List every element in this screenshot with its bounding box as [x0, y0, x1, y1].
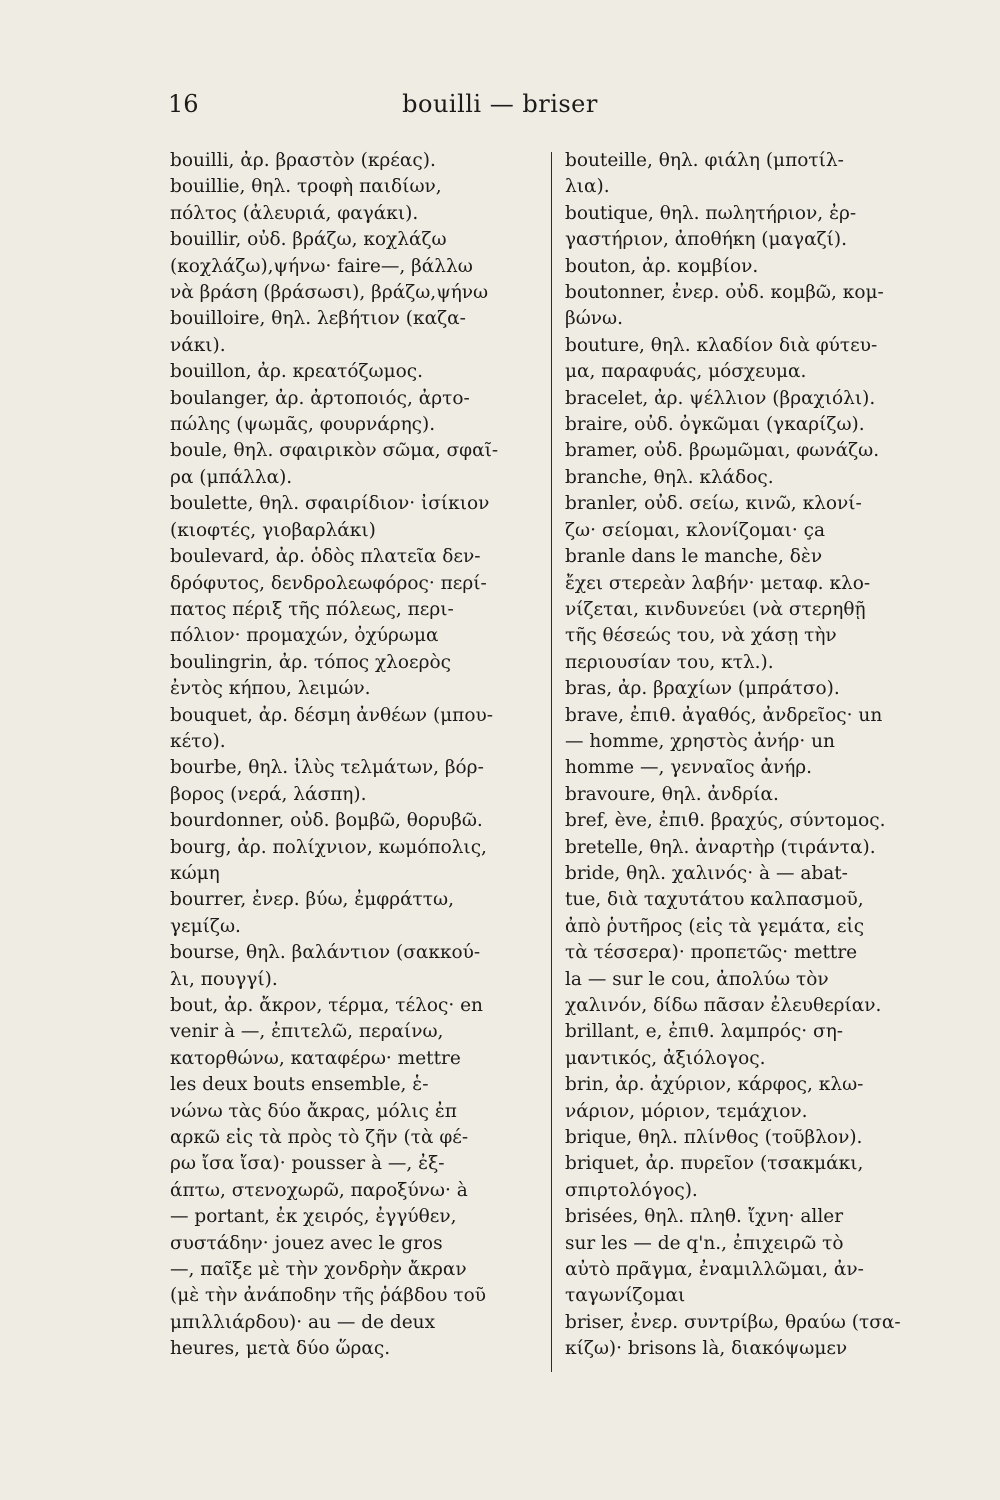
entry-line: boulevard, ἀρ. ὁδὸς πλατεῖα δεν- [170, 546, 481, 568]
entry-line: νίζεται, κινδυνεύει (νὰ στερηθῇ [565, 598, 866, 620]
entry-line: νάριον, μόριον, τεμάχιον. [565, 1100, 808, 1122]
dictionary-entry [565, 703, 941, 782]
entry-line: briquet, ἀρ. πυρεῖον (τσακμάκι, [565, 1153, 864, 1175]
dictionary-entry [170, 386, 546, 439]
entry-line: bras, ἀρ. βραχίων (μπράτσο). [565, 678, 840, 700]
entry-line: venir à —, ἐπιτελῶ, περαίνω, [170, 1021, 444, 1043]
entry-line: bouilli, ἀρ. βραστὸν (κρέας). [170, 150, 436, 171]
entry-line: (κιοφτές, γιοβαρλάκι) [170, 519, 376, 541]
entry-line: — portant, ἐκ χειρός, ἐγγύθεν, [170, 1206, 457, 1228]
entry-line: ἐντὸς κήπου, λειμών. [170, 678, 371, 700]
entry-line: brillant, e, ἐπιθ. λαμπρός· ση- [565, 1021, 844, 1043]
entry-line: bout, ἀρ. ἄκρον, τέρμα, τέλος· en [170, 995, 483, 1016]
entry-line: bourrer, ἐνερ. βύω, ἐμφράττω, [170, 889, 454, 911]
entry-line: γεμίζω. [170, 915, 241, 937]
dictionary-entry [170, 703, 546, 756]
dictionary-entry [170, 359, 546, 385]
dictionary-entry [565, 1072, 941, 1125]
entry-line: boule, θηλ. σφαιρικὸν σῶμα, σφαῖ- [170, 440, 499, 462]
entry-line: branler, οὐδ. σείω, κινῶ, κλονί- [565, 493, 862, 515]
dictionary-entry [170, 544, 546, 650]
entry-line: ἀπὸ ῥυτῆρος (εἰς τὰ γεμάτα, εἰς [565, 915, 865, 937]
entry-line: sur les — de q'n., ἐπιχειρῶ τὸ [565, 1232, 844, 1254]
entry-line: brin, ἀρ. ἀχύριον, κάρφος, κλω- [565, 1074, 864, 1096]
entry-line: κίζω)· brisons là, διακόψωμεν [565, 1338, 848, 1360]
dictionary-entry [170, 887, 546, 940]
dictionary-entry [170, 808, 546, 834]
entry-line: bretelle, θηλ. ἀναρτὴρ (τιράντα). [565, 836, 876, 858]
entry-line: bourg, ἀρ. πολίχνιον, κωμόπολις, [170, 836, 487, 858]
dictionary-entry [565, 835, 941, 861]
entry-line: νώνω τὰς δύο ἄκρας, μόλις ἐπ [170, 1100, 457, 1122]
column-divider [551, 152, 552, 1372]
entry-line: (κοχλάζω),ψήνω· faire—, βάλλω [170, 255, 473, 277]
dictionary-entry [170, 993, 546, 1363]
entry-line: boulanger, ἀρ. ἀρτοποιός, ἀρτο- [170, 387, 470, 409]
dictionary-entry [565, 438, 941, 464]
entry-line: ζω· σείομαι, κλονίζομαι· ça [565, 519, 826, 541]
entry-line: brave, ἐπιθ. ἀγαθός, ἀνδρεῖος· un [565, 704, 883, 726]
entry-line: bouillir, οὐδ. βράζω, κοχλάζω [170, 229, 447, 251]
entry-line: briser, ἐνερ. συντρίβω, θραύω (τσα- [565, 1311, 901, 1333]
entry-line: γαστήριον, ἀποθήκη (μαγαζί). [565, 229, 847, 251]
entry-line: bouton, ἀρ. κομβίον. [565, 255, 759, 277]
entry-line: brisées, θηλ. πληθ. ἴχνη· aller [565, 1206, 844, 1228]
entry-line: ταγωνίζομαι [565, 1285, 686, 1307]
entry-line: boulingrin, ἀρ. τόπος χλοερὸς [170, 651, 451, 673]
entry-line: branche, θηλ. κλάδος. [565, 466, 774, 488]
entry-line: αὐτὸ πρᾶγμα, ἐναμιλλῶμαι, ἀν- [565, 1259, 864, 1281]
entry-line: bouteille, θηλ. φιάλη (μποτίλ- [565, 150, 844, 171]
entry-line: τῆς θέσεώς του, νὰ χάσῃ τὴν [565, 625, 837, 647]
dictionary-entry [170, 835, 546, 888]
dictionary-entry [170, 491, 546, 544]
entry-line: bouillie, θηλ. τροφὴ παιδίων, [170, 176, 442, 198]
dictionary-entry [170, 227, 546, 306]
entry-line: λια). [565, 176, 610, 198]
dictionary-entry [565, 782, 941, 808]
entry-line: χαλινόν, δίδω πᾶσαν ἐλευθερίαν. [565, 995, 882, 1016]
entry-line: heures, μετὰ δύο ὥρας. [170, 1338, 391, 1360]
entry-line: —, παῖξε μὲ τὴν χονδρὴν ἄκραν [170, 1259, 467, 1281]
dictionary-entry [170, 940, 546, 993]
dictionary-entry [565, 1204, 941, 1310]
running-head: bouilli — briser [402, 90, 598, 118]
entry-line: bride, θηλ. χαλινός· à — abat- [565, 862, 848, 884]
dictionary-entry [565, 254, 941, 280]
left-column [170, 148, 546, 1363]
entry-line: bourbe, θηλ. ἰλὺς τελμάτων, βόρ- [170, 757, 484, 779]
entry-line: bouture, θηλ. κλαδίον διὰ φύτευ- [565, 334, 878, 356]
dictionary-entry [565, 491, 941, 676]
entry-line: πώλης (ψωμᾶς, φουρνάρης). [170, 414, 436, 436]
entry-line: ρω ἴσα ἴσα)· pousser à —, ἐξ- [170, 1153, 445, 1175]
dictionary-entry [565, 1125, 941, 1151]
entry-line: homme —, γενναῖος ἀνήρ. [565, 757, 813, 779]
entry-line: νὰ βράση (βράσωσι), βράζω,ψήνω [170, 282, 489, 304]
entry-line: bref, ève, ἐπιθ. βραχύς, σύντομος. [565, 810, 886, 832]
entry-line: bravoure, θηλ. ἀνδρία. [565, 783, 779, 805]
dictionary-entry [170, 755, 546, 808]
entry-line: ἔχει στερεὰν λαβήν· μεταφ. κλο- [565, 572, 871, 594]
entry-line: πόλιον· προμαχών, ὀχύρωμα [170, 625, 439, 647]
entry-line: λι, πουγγί). [170, 968, 278, 990]
entry-line: — homme, χρηστὸς ἀνήρ· un [565, 730, 835, 752]
dictionary-entry [170, 650, 546, 703]
entry-line: (μὲ τὴν ἀνάποδην τῆς ῥάβδου τοῦ [170, 1285, 487, 1307]
dictionary-entry [565, 148, 941, 201]
entry-line: la — sur le cou, ἀπολύω τὸν [565, 968, 829, 990]
dictionary-entry [565, 808, 941, 834]
dictionary-entry [565, 861, 941, 1019]
entry-line: les deux bouts ensemble, ἑ- [170, 1074, 429, 1096]
dictionary-entry [170, 174, 546, 227]
entry-line: τὰ τέσσερα)· προπετῶς· mettre [565, 942, 858, 964]
entry-line: boutique, θηλ. πωλητήριον, ἐρ- [565, 202, 857, 224]
entry-line: μαντικός, ἀξιόλογος. [565, 1047, 766, 1069]
right-column [565, 148, 941, 1363]
page-number: 16 [168, 90, 199, 118]
dictionary-entry [170, 438, 546, 491]
entry-line: δρόφυτος, δενδρολεωφόρος· περί- [170, 572, 487, 594]
entry-line: bouilloire, θηλ. λεβήτιον (καζα- [170, 308, 466, 330]
dictionary-entry [565, 1310, 941, 1363]
entry-line: bouquet, ἀρ. δέσμη ἀνθέων (μπου- [170, 704, 493, 726]
entry-line: tue, διὰ ταχυτάτου καλπασμοῦ, [565, 889, 864, 911]
entry-line: αρκῶ εἰς τὰ πρὸς τὸ ζῆν (τὰ φέ- [170, 1127, 469, 1149]
dictionary-entry [565, 1151, 941, 1204]
entry-line: boulette, θηλ. σφαιρίδιον· ἰσίκιον [170, 493, 490, 515]
entry-line: άπτω, στενοχωρῶ, παροξύνω· à [170, 1179, 468, 1201]
entry-line: πόλτος (ἀλευριά, φαγάκι). [170, 202, 419, 224]
dictionary-entry [565, 1019, 941, 1072]
dictionary-entry [565, 412, 941, 438]
entry-line: μπιλλιάρδου)· au — de deux [170, 1311, 436, 1333]
entry-line: bourdonner, οὐδ. βομβῶ, θορυβῶ. [170, 810, 483, 832]
dictionary-entry [565, 201, 941, 254]
entry-line: boutonner, ἐνερ. οὐδ. κομβῶ, κομ- [565, 282, 884, 304]
entry-line: bourse, θηλ. βαλάντιον (σακκού- [170, 942, 481, 964]
dictionary-entry [170, 306, 546, 359]
entry-line: νάκι). [170, 334, 226, 356]
entry-line: βορος (νερά, λάσπη). [170, 783, 367, 805]
entry-line: βώνω. [565, 308, 623, 330]
entry-line: bracelet, ἀρ. ψέλλιον (βραχιόλι). [565, 387, 876, 409]
dictionary-entry [565, 676, 941, 702]
dictionary-entry [565, 465, 941, 491]
dictionary-entry [565, 386, 941, 412]
entry-line: brique, θηλ. πλίνθος (τοῦβλον). [565, 1127, 863, 1149]
dictionary-entry [565, 333, 941, 386]
entry-line: περιουσίαν του, κτλ.). [565, 651, 774, 673]
entry-line: συστάδην· jouez avec le gros [170, 1232, 443, 1254]
dictionary-entry [565, 280, 941, 333]
dictionary-entry [170, 148, 546, 174]
entry-line: bramer, οὐδ. βρωμῶμαι, φωνάζω. [565, 440, 880, 462]
entry-line: πατος πέριξ τῆς πόλεως, περι- [170, 598, 454, 620]
entry-line: ρα (μπάλλα). [170, 466, 293, 488]
entry-line: κέτο). [170, 730, 226, 752]
entry-line: κώμη [170, 862, 220, 884]
entry-line: branle dans le manche, δὲν [565, 546, 823, 568]
entry-line: bouillon, ἀρ. κρεατόζωμος. [170, 361, 423, 383]
entry-line: σπιρτολόγος). [565, 1179, 698, 1201]
entry-line: braire, οὐδ. ὀγκῶμαι (γκαρίζω). [565, 414, 865, 436]
entry-line: μα, παραφυάς, μόσχευμα. [565, 361, 807, 383]
entry-line: κατορθώνω, καταφέρω· mettre [170, 1047, 461, 1069]
